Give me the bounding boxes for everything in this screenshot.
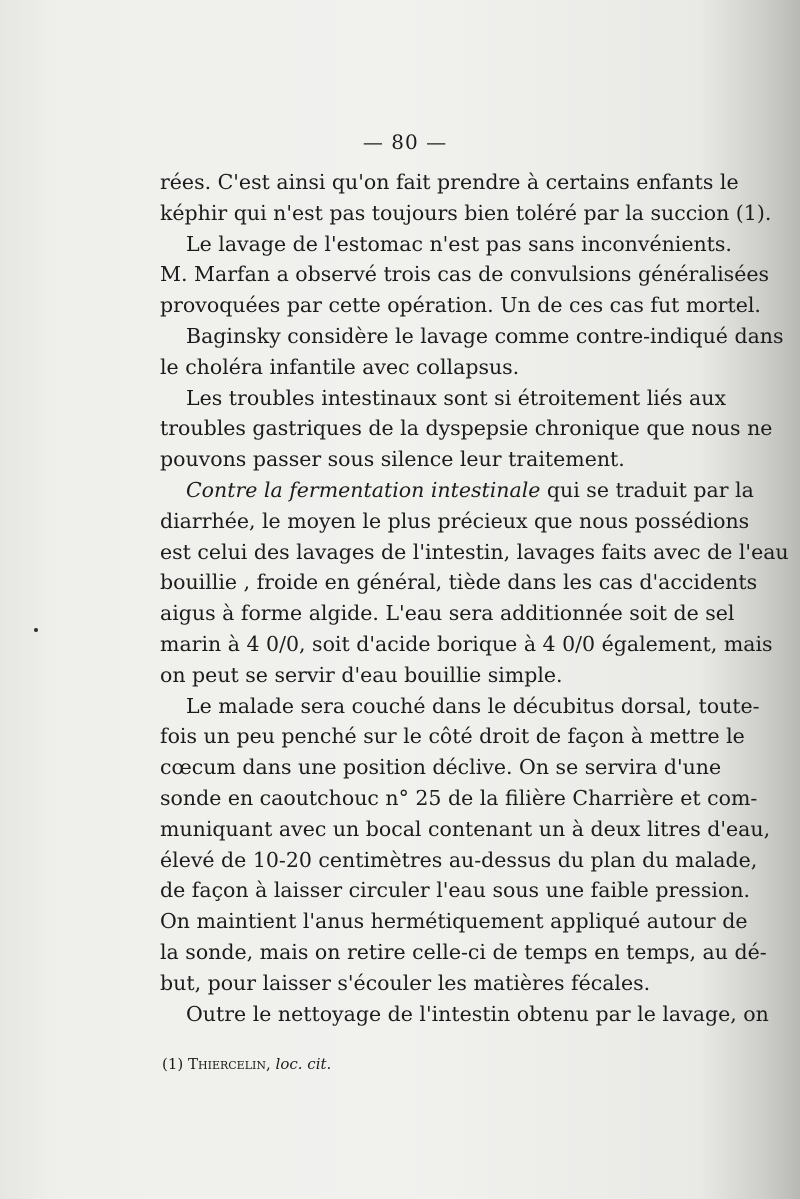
text-line: Les troubles intestinaux sont si étroitement liés aux — [186, 385, 727, 410]
footnote — [162, 1055, 331, 1073]
text-line: On maintient l'anus hermétiquement appliqué autour de — [160, 909, 748, 934]
text-line: diarrhée, le moyen le plus précieux que nous possédions — [160, 508, 750, 533]
text-line: de façon à laisser circuler l'eau sous une faible pression. — [160, 878, 751, 903]
footnote-reference: loc. cit. — [275, 1055, 332, 1073]
text-line — [160, 475, 754, 506]
italic-phrase: Contre la fermentation intestinale — [186, 477, 541, 502]
text-line: le choléra infantile avec collapsus. — [160, 354, 520, 379]
text-line: Le lavage de l'estomac n'est pas sans inconvénients. — [186, 231, 732, 256]
text-line: but, pour laisser s'écouler les matières fécales. — [160, 970, 651, 995]
text-line: pouvons passer sous silence leur traitement. — [160, 447, 625, 472]
text-line: Le malade sera couché dans le décubitus dorsal, toute- — [186, 693, 760, 718]
line-text: qui se traduit par la — [540, 477, 754, 502]
footnote-separator: , — [266, 1055, 276, 1073]
footnote-author: Thiercelin — [188, 1055, 266, 1073]
footnote-marker: (1) — [162, 1055, 189, 1073]
text-line: provoquées par cette opération. Un de ces cas fut mortel. — [160, 293, 761, 318]
text-line: Baginsky considère le lavage comme contre-indiqué dans — [186, 323, 784, 348]
text-line: rées. C'est ainsi qu'on fait prendre à certains enfants le — [160, 170, 739, 194]
text-line: sonde en caoutchouc n° 25 de la filière Charrière et com- — [160, 785, 758, 810]
text-line: képhir qui n'est pas toujours bien toléré par la succion (1). — [160, 200, 772, 225]
text-line: M. Marfan a observé trois cas de convulsions généralisées — [160, 262, 769, 287]
text-line: troubles gastriques de la dyspepsie chronique que nous ne — [160, 416, 773, 441]
text-line: aigus à forme algide. L'eau sera additionnée soit de sel — [160, 601, 735, 626]
ink-speck — [34, 628, 38, 632]
text-line: Outre le nettoyage de l'intestin obtenu par le lavage, on — [186, 1001, 769, 1026]
text-line: la sonde, mais on retire celle-ci de temps en temps, au dé- — [160, 939, 767, 964]
text-line: on peut se servir d'eau bouillie simple. — [160, 662, 563, 687]
text-line: muniquant avec un bocal contenant un à deux litres d'eau, — [160, 816, 771, 841]
text-line: bouillie , froide en général, tiède dans les cas d'accidents — [160, 570, 758, 595]
text-line: élevé de 10-20 centimètres au-dessus du plan du malade, — [160, 847, 758, 872]
page-number: — 80 — — [362, 130, 448, 154]
body-text — [160, 167, 789, 1029]
text-line: marin à 4 0/0, soit d'acide borique à 4 0/0 également, mais — [160, 631, 773, 656]
text-line: est celui des lavages de l'intestin, lavages faits avec de l'eau — [160, 539, 789, 564]
text-line: cœcum dans une position déclive. On se servira d'une — [160, 755, 722, 780]
text-line: fois un peu penché sur le côté droit de façon à mettre le — [160, 724, 745, 749]
